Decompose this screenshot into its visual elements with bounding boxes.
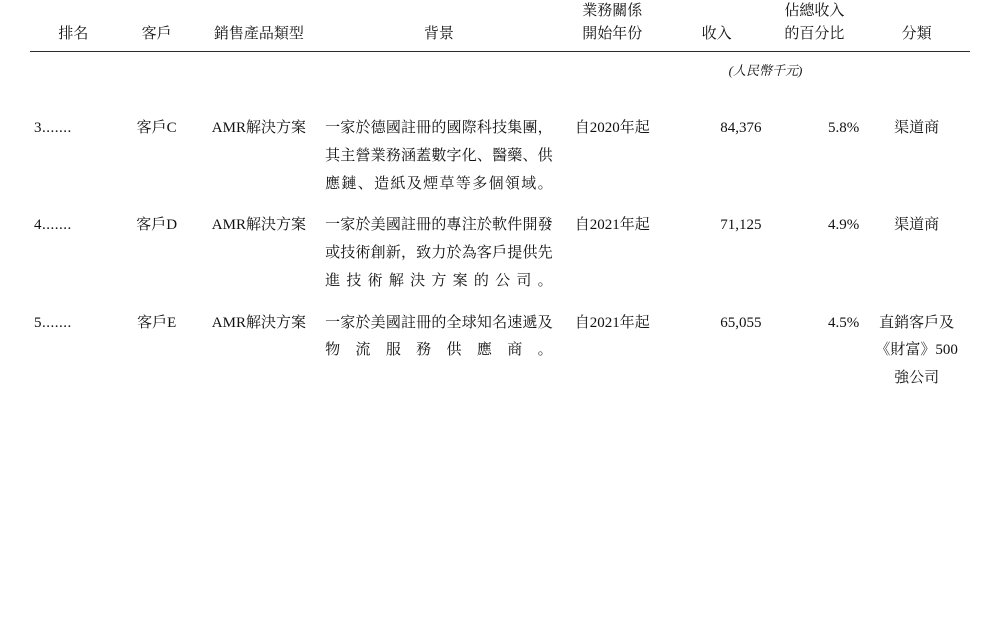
unit-note-row	[30, 52, 970, 81]
unit-spacer-3	[197, 52, 321, 81]
unit-spacer-6	[863, 52, 970, 81]
header-product: 銷售產品類型	[213, 25, 304, 42]
unit-spacer-5	[557, 52, 668, 81]
cell-classification	[863, 212, 970, 295]
cell-percent: 5.8%	[828, 120, 860, 136]
table-head	[30, 0, 970, 115]
cell-customer: 客戶D	[136, 217, 178, 234]
unit-note: (人民幣千元)	[728, 63, 803, 78]
classification-line: 《財富》500	[875, 342, 958, 359]
table-body	[30, 115, 970, 393]
header-background: 背景	[423, 25, 454, 42]
cell-background: 一家於美國註冊的專注於軟件開發或技術創新，致力於為客戶提供先進技術解決方案的公司。	[325, 217, 553, 289]
row-gap	[30, 198, 970, 212]
cell-customer: 客戶E	[137, 314, 177, 331]
cell-relationship-year: 自2021年起	[574, 217, 650, 234]
table-row	[30, 212, 970, 295]
header-classification: 分類	[901, 25, 932, 42]
unit-spacer-1	[30, 52, 117, 81]
cell-product: AMR解決方案	[211, 314, 306, 331]
classification-line: 強公司	[894, 370, 940, 386]
header-rank: 排名	[58, 25, 89, 42]
customer-table	[30, 0, 970, 393]
header-percent: 佔總收入 的百分比	[784, 3, 845, 42]
cell-product: AMR解決方案	[211, 120, 306, 136]
cell-revenue: 71,125	[720, 217, 762, 234]
classification-line: 渠道商	[894, 120, 940, 136]
cell-relationship-year: 自2021年起	[574, 314, 650, 331]
cell-revenue: 84,376	[720, 120, 762, 136]
header-revenue: 收入	[701, 25, 732, 42]
cell-revenue: 65,055	[720, 314, 762, 331]
unit-spacer-2	[117, 52, 197, 81]
table-row	[30, 310, 970, 393]
classification-line: 直銷客戶及	[879, 314, 955, 331]
cell-percent: 4.5%	[828, 314, 860, 331]
row-gap	[30, 296, 970, 310]
head-body-spacer	[30, 81, 970, 115]
cell-relationship-year: 自2020年起	[574, 120, 650, 136]
header-relationship-year: 業務關係 開始年份	[582, 3, 643, 42]
unit-spacer-4	[321, 52, 557, 81]
cell-percent: 4.9%	[828, 217, 860, 234]
cell-classification	[863, 310, 970, 393]
cell-customer: 客戶C	[136, 120, 177, 136]
header-customer: 客戶	[141, 25, 172, 42]
table-row	[30, 115, 970, 198]
classification-line: 渠道商	[894, 217, 940, 234]
header-row	[30, 0, 970, 51]
cell-rank: 5.......	[34, 314, 72, 331]
cell-classification	[863, 115, 970, 198]
cell-rank: 3.......	[34, 120, 72, 136]
cell-rank: 4.......	[34, 217, 72, 234]
cell-background: 一家於德國註冊的國際科技集團，其主營業務涵蓋數字化、醫藥、供應鏈、造紙及煙草等多個領域。	[325, 120, 553, 192]
cell-background: 一家於美國註冊的全球知名速遞及物流服務供應商。	[325, 314, 553, 359]
cell-product: AMR解決方案	[211, 217, 306, 234]
